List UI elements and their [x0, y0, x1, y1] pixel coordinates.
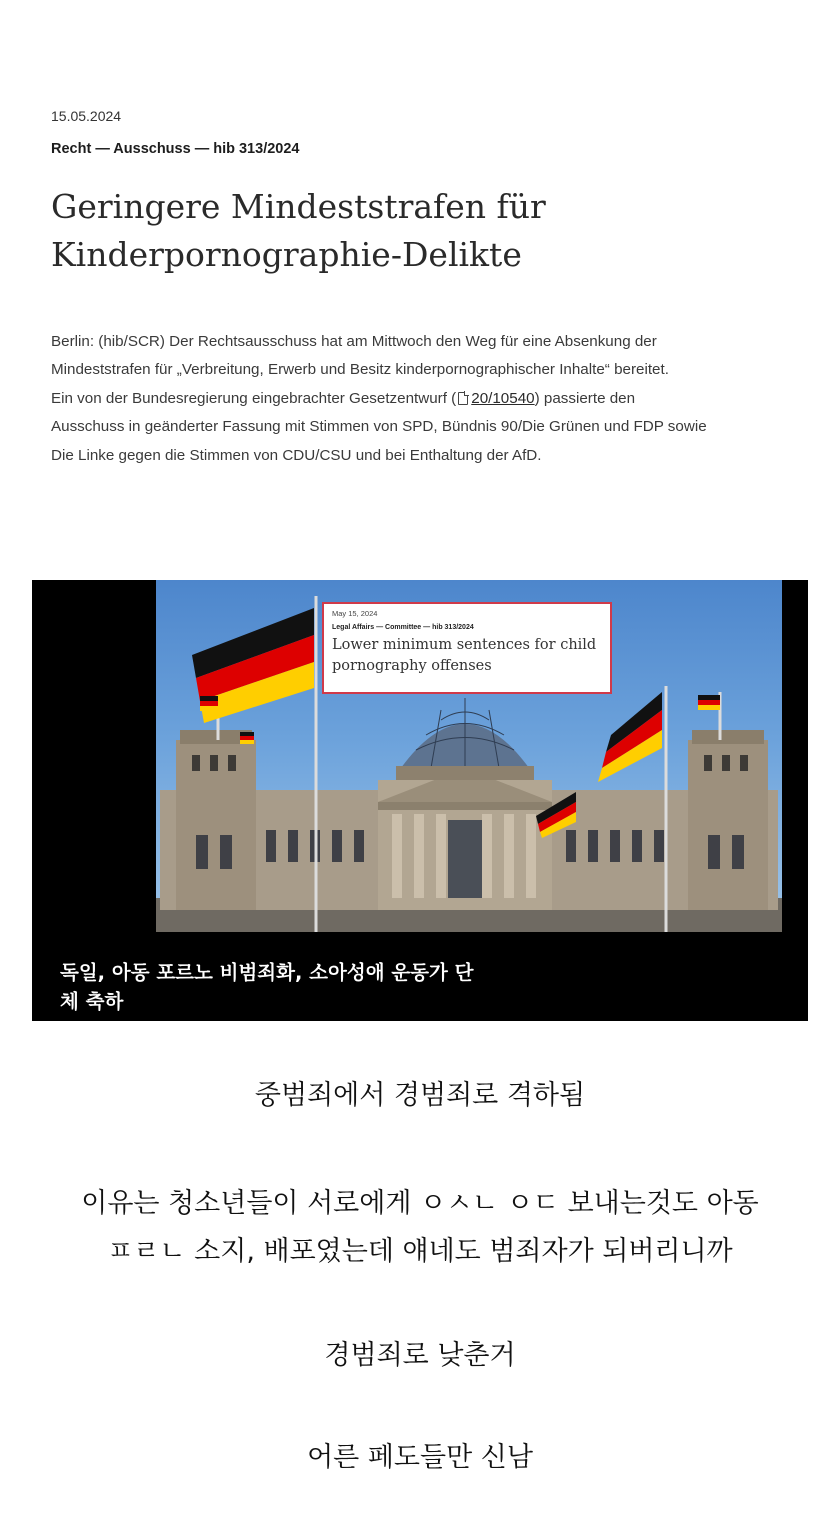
- body-line-3-start: Ein von der Bundesregierung eingebrachter Gesetzentwurf (: [51, 389, 457, 407]
- article-body: [51, 328, 801, 470]
- card-title-line-2: pornography offenses: [332, 658, 492, 674]
- body-line-5: Die Linke gegen die Stimmen von CDU/CSU und bei Enthaltung der AfD.: [51, 446, 542, 464]
- article-title-line-2: Kinderpornographie-Delikte: [51, 235, 522, 274]
- video-frame: [32, 580, 808, 1021]
- body-line-3-end: ) passierte den: [534, 389, 636, 407]
- document-link[interactable]: 20/10540: [471, 389, 535, 407]
- caption-line-4: 어른 페도들만 신남: [307, 1442, 533, 1473]
- article-title-line-1: Geringere Mindeststrafen für: [51, 187, 546, 226]
- caption-line-2a: 이유는 청소년들이 서로에게 ㅇㅅㄴ ㅇㄷ 보내는것도 아동: [81, 1188, 759, 1219]
- caption-line-1: 중범죄에서 경범죄로 격하됨: [254, 1080, 586, 1111]
- video-subtitle: [60, 958, 580, 1016]
- article-date: 15.05.2024: [51, 108, 122, 124]
- body-line-1: Berlin: (hib/SCR) Der Rechtsausschuss hat am Mittwoch den Weg für eine Absenkung der: [51, 333, 657, 350]
- headline-card: [322, 602, 612, 694]
- german-flag-right: [598, 692, 662, 782]
- subtitle-line-2: 체 축하: [60, 990, 124, 1013]
- reichstag-photo: [156, 580, 782, 932]
- body-line-4: Ausschuss in geänderter Fassung mit Stimmen von SPD, Bündnis 90/Die Grünen und FDP sowie: [51, 418, 707, 436]
- body-line-2: Mindeststrafen für „Verbreitung, Erwerb und Besitz kinderpornographischer Inhalte“ bereitet.: [51, 361, 669, 379]
- card-category: Legal Affairs — Committee — hib 313/2024: [332, 624, 474, 631]
- subtitle-line-1: 독일, 아동 포르노 비범죄화, 소아성애 운동가 단: [60, 961, 474, 984]
- caption-paragraph-2: [0, 1180, 840, 1276]
- caption-line-3: 경범죄로 낮춘거: [324, 1340, 516, 1371]
- card-date: May 15, 2024: [332, 609, 378, 618]
- article-section: [0, 0, 840, 560]
- card-title-line-1: Lower minimum sentences for child: [332, 637, 597, 653]
- article-title: [51, 183, 771, 279]
- caption-line-2b: ㅍㄹㄴ 소지, 배포였는데 얘네도 범죄자가 되버리니까: [107, 1236, 733, 1267]
- card-title: [332, 635, 602, 677]
- document-icon: [458, 392, 468, 405]
- article-category: Recht — Ausschuss — hib 313/2024: [51, 141, 300, 157]
